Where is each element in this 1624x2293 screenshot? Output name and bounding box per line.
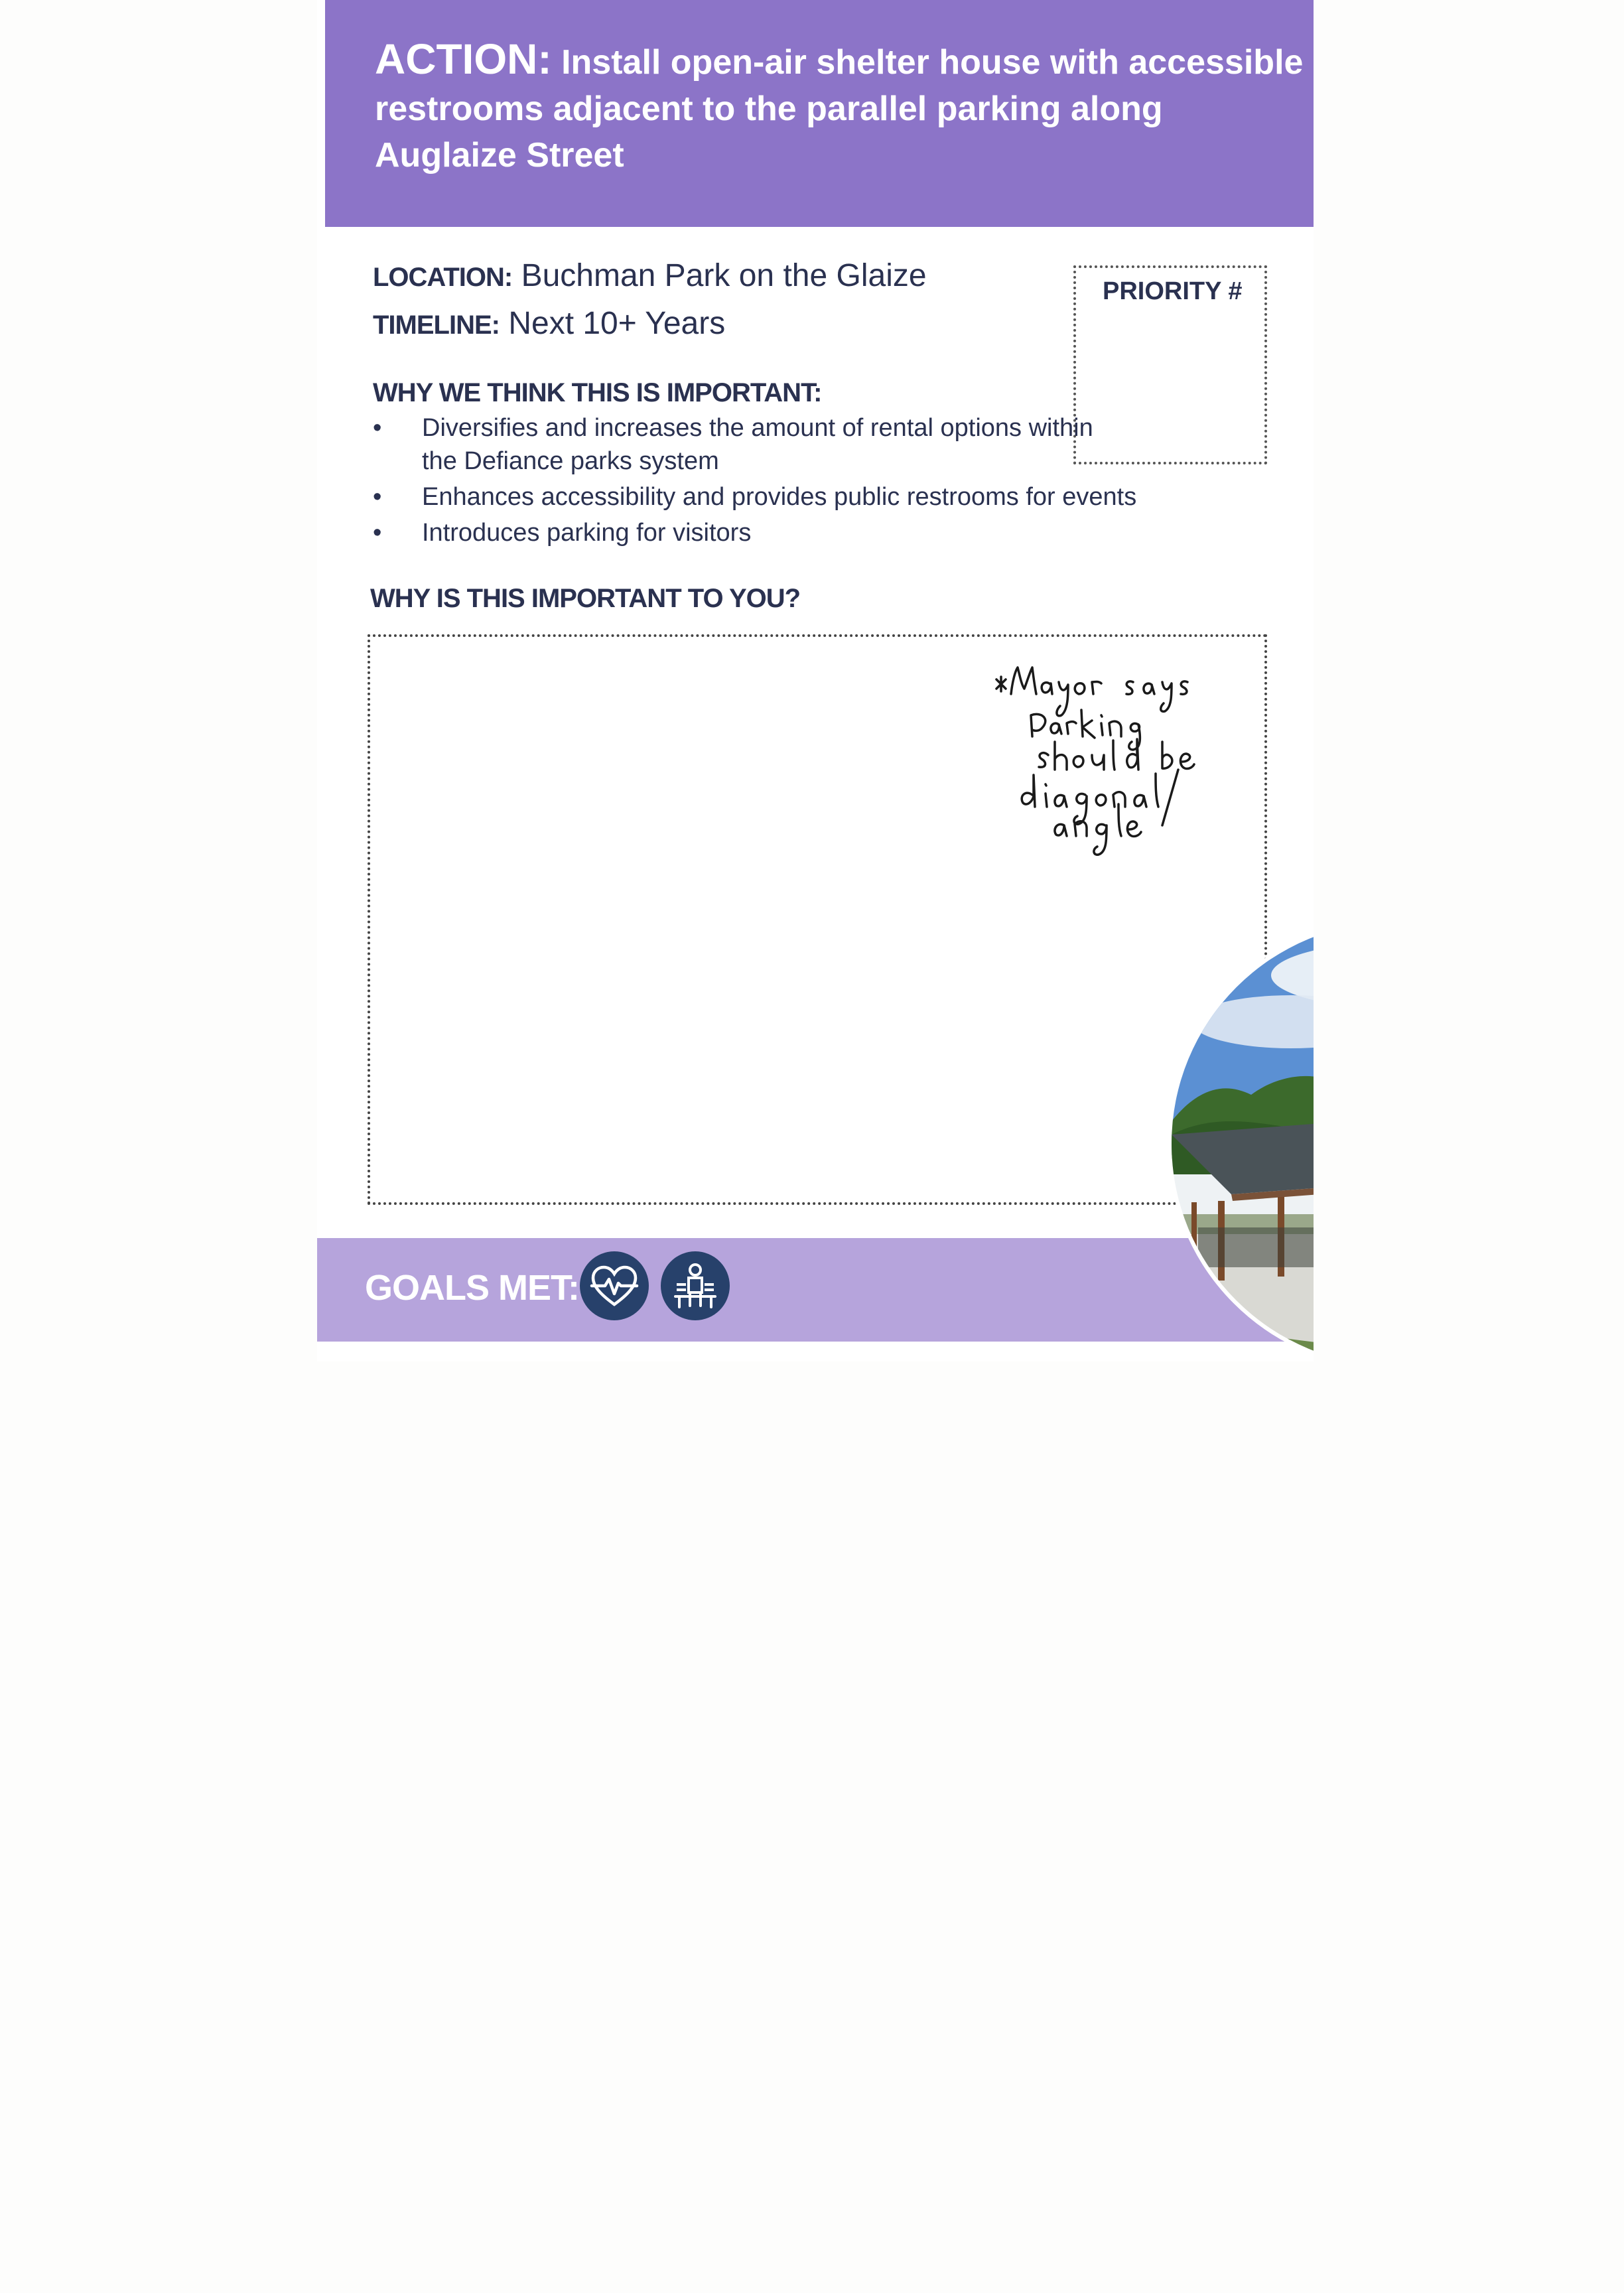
timeline-label: TIMELINE:	[373, 311, 500, 340]
reason-text: Introduces parking for visitors	[422, 519, 752, 547]
action-title	[375, 36, 1304, 178]
location-value: Buchman Park on the Glaize	[521, 258, 927, 293]
reasons-list	[373, 411, 1255, 552]
list-item	[373, 516, 1255, 549]
why-we-think-heading: WHY WE THINK THIS IS IMPORTANT:	[373, 378, 822, 407]
list-item	[373, 411, 1105, 478]
bullet-icon: •	[373, 519, 382, 547]
action-text: Install open-air shelter house with accessible restrooms adjacent to the parallel parking along Auglaize Street	[375, 43, 1304, 174]
why-important-heading: WHY IS THIS IMPORTANT TO YOU?	[370, 584, 801, 613]
timeline-row	[373, 305, 725, 342]
list-item	[373, 480, 1255, 514]
action-label: ACTION:	[375, 35, 552, 83]
timeline-value: Next 10+ Years	[508, 306, 726, 341]
goals-label: GOALS MET:	[365, 1268, 579, 1308]
location-row	[373, 257, 927, 294]
action-header	[325, 0, 1314, 227]
priority-label: PRIORITY #	[1103, 277, 1243, 305]
location-label: LOCATION:	[373, 263, 513, 292]
bullet-icon: •	[373, 414, 382, 442]
bullet-icon: •	[373, 483, 382, 511]
handwritten-note-icon	[982, 656, 1260, 894]
bench-person-icon	[661, 1251, 730, 1320]
action-card	[317, 0, 1314, 1361]
reason-text: Diversifies and increases the amount of rental options within the Defiance parks system	[422, 414, 1093, 475]
goals-footer	[317, 1238, 1314, 1342]
heart-health-icon	[580, 1251, 649, 1320]
reason-text: Enhances accessibility and provides public restrooms for events	[422, 483, 1137, 511]
